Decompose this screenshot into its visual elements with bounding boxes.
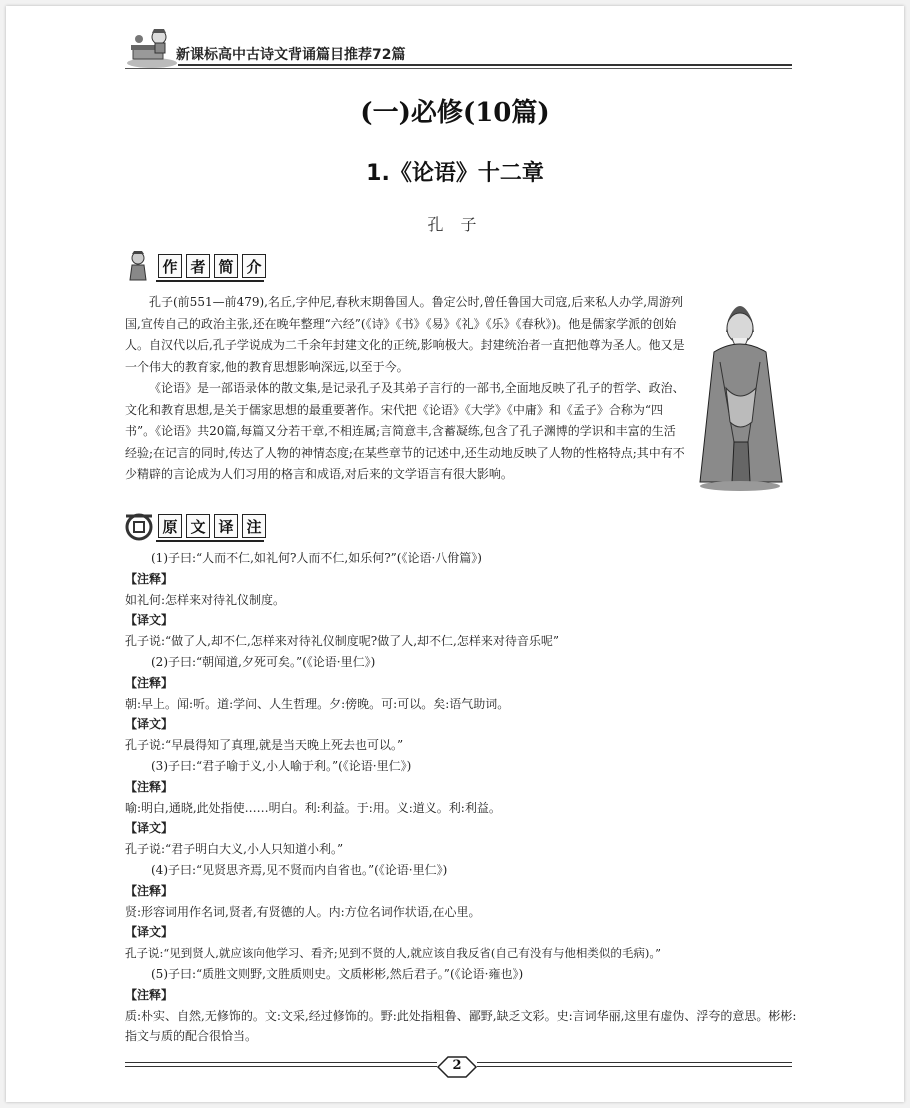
heading-char: 文	[186, 514, 210, 538]
author-name: 孔 子	[427, 215, 483, 234]
footer-rule	[477, 1062, 792, 1063]
page-footer	[125, 1054, 792, 1084]
note-text: 质:朴实、自然,无修饰的。文:文采,经过修饰的。野:此处指粗鲁、鄙野,缺乏文彩。史:言词华丽,这里有虚伪、浮夸的意思。彬彬:指文与质的配合很恰当。	[125, 1008, 797, 1044]
note-label: 【注释】	[125, 779, 174, 794]
header-rule	[178, 64, 792, 66]
note-label: 【注释】	[125, 987, 174, 1002]
heading-char: 介	[242, 254, 266, 278]
quote-line: (1)子曰:“人而不仁,如礼何?人而不仁,如乐何?”(《论语·八佾篇》)	[151, 551, 482, 565]
intro-paragraph-1: 孔子(前551—前479),名丘,字仲尼,春秋末期鲁国人。鲁定公时,曾任鲁国大司寇,后来私人办学,周游列国,宣传自己的政治主张,还在晚年整理“六经”(《诗》《书》《易》《礼》《乐》《春秋》)。他是儒家学派的创始人。自汉代以后,孔子学说成为二千余年封建文化的正统,影响极大。封建统治者一直把他尊为圣人。他又是一个伟大的教育家,他的教育思想影响深远,以至于今。	[125, 295, 685, 374]
note-label: 【注释】	[125, 883, 174, 898]
cartoon-scholar-icon	[125, 27, 179, 69]
heading-char: 者	[186, 254, 210, 278]
note-text: 喻:明白,通晓,此处指使……明白。利:利益。于:用。义:道义。利:利益。	[125, 800, 501, 815]
note-text: 贤:形容词用作名词,贤者,有贤德的人。内:方位名词作状语,在心里。	[125, 904, 481, 919]
quote-line: (4)子曰:“见贤思齐焉,见不贤而内自省也。”(《论语·里仁》)	[151, 862, 448, 877]
header-rule-thin	[125, 68, 792, 69]
heading-char: 注	[242, 514, 266, 538]
annotation-body	[125, 548, 797, 1047]
scholar-figure-icon	[122, 250, 156, 282]
chapter-title: 1.《论语》十二章	[366, 161, 544, 186]
heading-char: 作	[158, 254, 182, 278]
quote-line: (3)子曰:“君子喻于义,小人喻于利。”(《论语·里仁》)	[151, 758, 412, 773]
translation-text: 孔子说:“做了人,却不仁,怎样来对待礼仪制度呢?做了人,却不仁,怎样来对待音乐呢”	[125, 634, 560, 649]
heading-underline	[156, 280, 264, 282]
page-number: 2	[452, 1058, 462, 1073]
note-label: 【注释】	[125, 571, 174, 586]
ancient-coin-icon	[122, 510, 156, 542]
section-title: (一)必修(10篇)	[360, 98, 550, 128]
author-intro-heading	[122, 250, 282, 280]
translation-text: 孔子说:“见到贤人,就应该向他学习、看齐;见到不贤的人,就应该自我反省(自己有没有与他相类似的毛病)。”	[125, 946, 662, 961]
book-title: 新课标高中古诗文背诵篇目推荐72篇	[176, 47, 406, 63]
footer-rule	[125, 1062, 437, 1063]
footer-rule	[477, 1066, 792, 1067]
annotation-heading	[122, 510, 282, 540]
heading-char: 原	[158, 514, 182, 538]
translation-label: 【译文】	[125, 925, 174, 940]
quote-line: (2)子曰:“朝闻道,夕死可矣。”(《论语·里仁》)	[151, 654, 376, 669]
heading-underline	[156, 540, 264, 542]
intro-paragraph-2: 《论语》是一部语录体的散文集,是记录孔子及其弟子言行的一部书,全面地反映了孔子的哲学、政治、文化和教育思想,是关于儒家思想的最重要著作。宋代把《论语》《大学》《中庸》和《孟子》合称为“四书”。《论语》共20篇,每篇又分若干章,不相连属;言简意丰,含蓄凝练,包含了孔子渊博的学识和丰富的生活经验;在记言的同时,传达了人物的神情态度;在某些章节的记述中,还生动地反映了人物的性格特点;其中有不少精辟的言论成为人们习用的格言和成语,对后来的文学语言有很大影响。	[125, 381, 685, 481]
translation-label: 【译文】	[125, 717, 174, 732]
note-text: 如礼何:怎样来对待礼仪制度。	[125, 592, 286, 607]
heading-char: 简	[214, 254, 238, 278]
confucius-portrait-image	[690, 292, 792, 492]
heading-char: 译	[214, 514, 238, 538]
translation-text: 孔子说:“早晨得知了真理,就是当天晚上死去也可以。”	[125, 738, 404, 753]
translation-text: 孔子说:“君子明白大义,小人只知道小利。”	[125, 842, 344, 857]
quote-line: (5)子曰:“质胜文则野,文胜质则史。文质彬彬,然后君子。”(《论语·雍也》)	[151, 966, 524, 981]
translation-label: 【译文】	[125, 613, 174, 628]
footer-rule	[125, 1066, 437, 1067]
note-text: 朝:早上。闻:听。道:学问、人生哲理。夕:傍晚。可:可以。矣:语气助词。	[125, 696, 510, 711]
note-label: 【注释】	[125, 675, 174, 690]
translation-label: 【译文】	[125, 821, 174, 836]
